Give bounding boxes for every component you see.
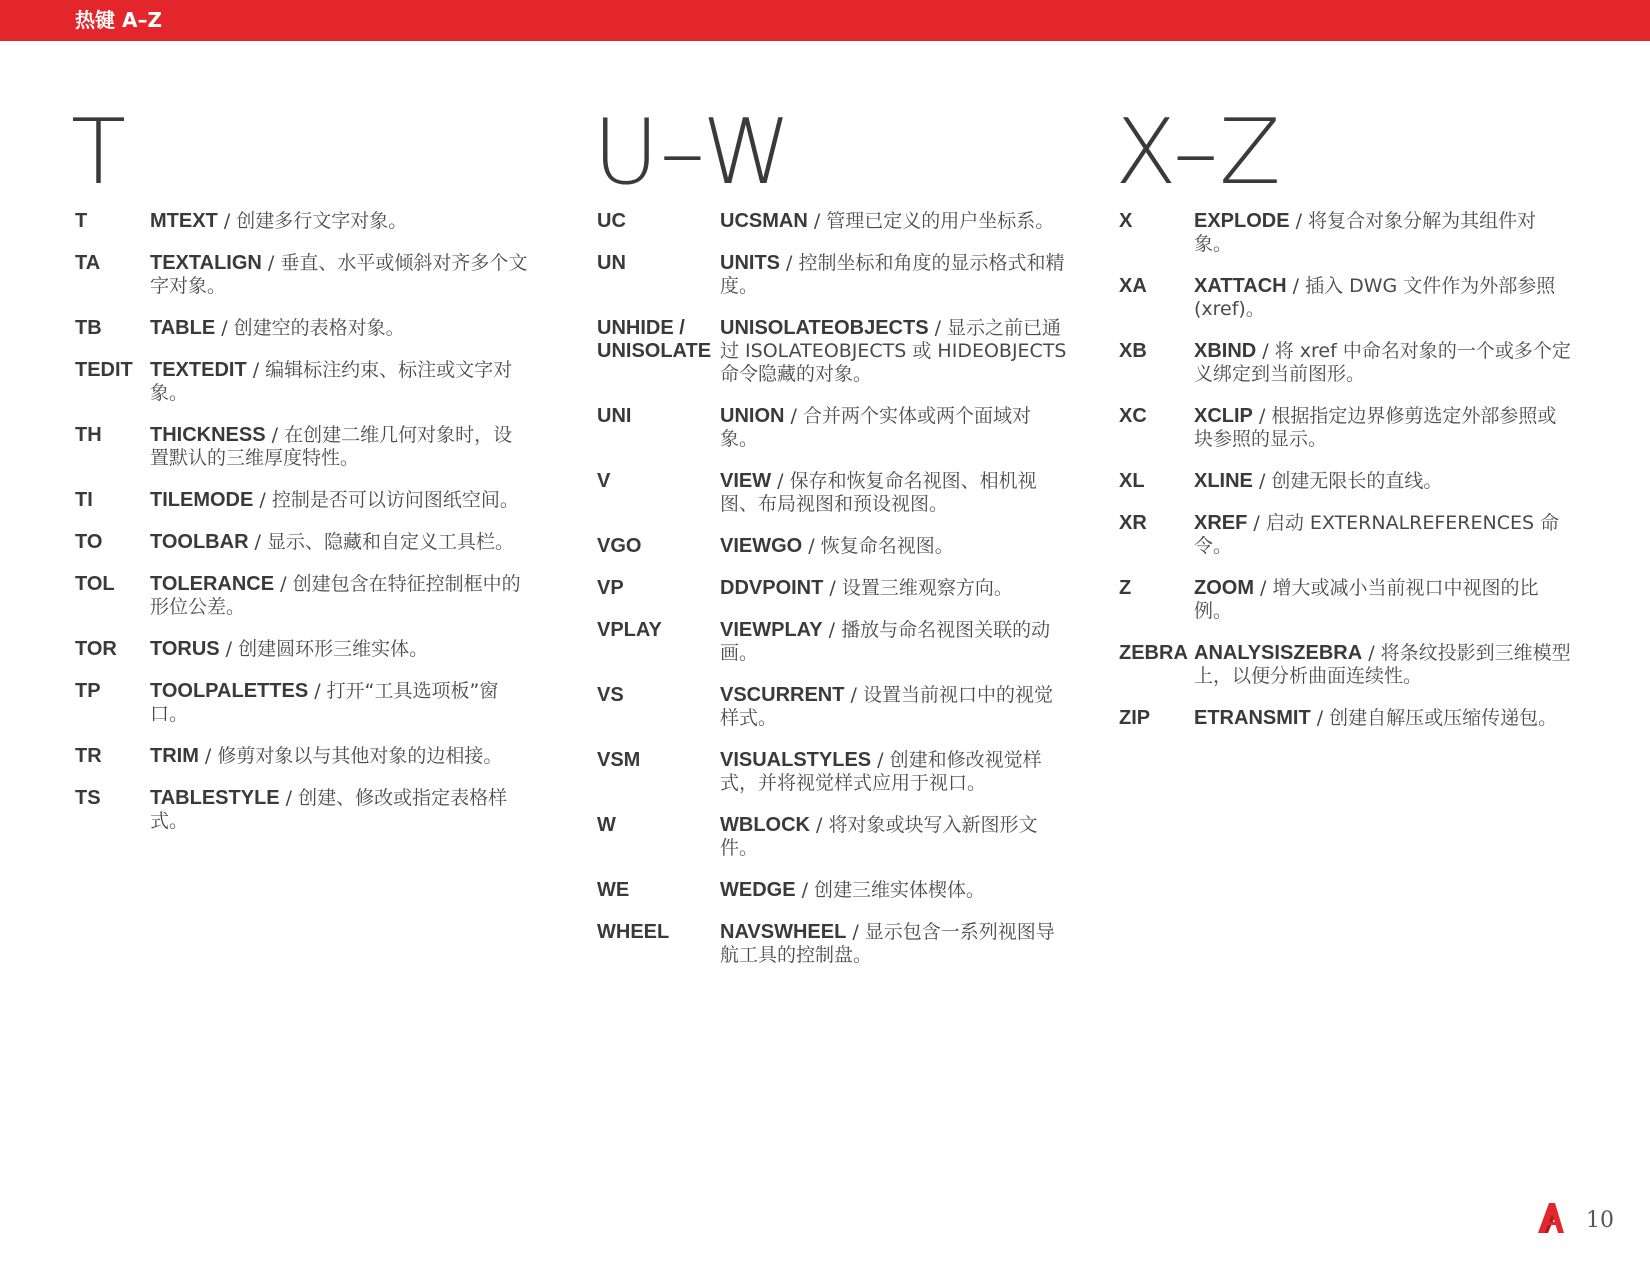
- shortcut-description: [1194, 470, 1574, 493]
- shortcut-description: [720, 921, 1067, 967]
- command-name: VISUALSTYLES: [720, 749, 872, 771]
- description-text: 增大或减小当前视口中视图的比例。: [1194, 577, 1539, 622]
- shortcut-description: [150, 317, 530, 340]
- shortcut-entry: [597, 252, 1067, 298]
- separator: /: [279, 787, 299, 809]
- command-name: ETRANSMIT: [1194, 707, 1311, 729]
- column-x-z: [1115, 100, 1589, 749]
- command-name: UNITS: [720, 252, 780, 274]
- description-text: 修剪对象以与其他对象的边相接。: [217, 745, 503, 767]
- shortcut-entry: [597, 470, 1067, 516]
- entry-list: [1119, 210, 1589, 730]
- shortcut-description: [150, 424, 530, 470]
- shortcut-entry: [597, 619, 1067, 665]
- command-name: EXPLODE: [1194, 210, 1290, 232]
- shortcut-entry: [75, 359, 545, 405]
- description-text: 设置三维观察方向。: [841, 577, 1013, 599]
- command-name: UCSMAN: [720, 210, 808, 232]
- shortcut-key: UC: [597, 210, 626, 232]
- shortcut-entry: [1119, 210, 1589, 256]
- shortcut-description: [720, 470, 1067, 516]
- shortcut-description: [150, 787, 530, 833]
- shortcut-key: TB: [75, 317, 102, 339]
- header-title: 热键 A–Z: [75, 8, 162, 32]
- separator: /: [771, 470, 790, 492]
- description-text: 创建三维实体楔体。: [814, 879, 986, 901]
- column-heading: X–Z: [1115, 100, 1282, 205]
- shortcut-entry: [597, 814, 1067, 860]
- command-name: TRIM: [150, 745, 199, 767]
- description-text: 控制是否可以访问图纸空间。: [271, 489, 519, 511]
- shortcut-entry: [597, 405, 1067, 451]
- shortcut-key: XA: [1119, 275, 1147, 297]
- shortcut-key: W: [597, 814, 616, 836]
- shortcut-entry: [597, 577, 1067, 600]
- separator: /: [809, 814, 829, 836]
- shortcut-entry: [1119, 340, 1589, 386]
- description-text: 创建空的表格对象。: [233, 317, 405, 339]
- command-name: XREF: [1194, 512, 1248, 534]
- column-heading: T: [71, 100, 127, 205]
- command-name: XBIND: [1194, 340, 1257, 362]
- shortcut-description: [150, 359, 530, 405]
- description-text: 设置当前视口中的视觉样式。: [720, 684, 1053, 729]
- shortcut-key: TOR: [75, 638, 117, 660]
- shortcut-description: [150, 210, 530, 233]
- separator: /: [822, 619, 842, 641]
- shortcut-key: TR: [75, 745, 102, 767]
- shortcut-description: [720, 814, 1067, 860]
- command-name: MTEXT: [150, 210, 218, 232]
- description-text: 垂直、水平或倾斜对齐多个文字对象。: [150, 252, 528, 297]
- command-name: THICKNESS: [150, 424, 266, 446]
- shortcut-entry: [597, 210, 1067, 233]
- shortcut-entry: [75, 680, 545, 726]
- description-text: 打开“工具选项板”窗口。: [150, 680, 499, 725]
- separator: /: [780, 252, 799, 274]
- separator: /: [795, 879, 815, 901]
- shortcut-key: T: [75, 210, 88, 232]
- shortcut-entry: [75, 252, 545, 298]
- separator: /: [261, 252, 281, 274]
- separator: /: [846, 921, 865, 943]
- separator: /: [1252, 470, 1272, 492]
- description-text: 创建、修改或指定表格样式。: [150, 787, 508, 832]
- shortcut-entry: [75, 787, 545, 833]
- shortcut-entry: [75, 531, 545, 554]
- shortcut-key: TEDIT: [75, 359, 133, 381]
- command-name: XATTACH: [1194, 275, 1287, 297]
- shortcut-entry: [597, 535, 1067, 558]
- entry-list: [75, 210, 545, 833]
- shortcut-key: TI: [75, 489, 93, 511]
- command-name: TILEMODE: [150, 489, 254, 511]
- separator: /: [928, 317, 948, 339]
- shortcut-description: [150, 573, 530, 619]
- shortcut-entry: [1119, 275, 1589, 321]
- header-bar: [0, 0, 1650, 41]
- separator: /: [217, 210, 237, 232]
- description-text: 合并两个实体或两个面域对象。: [720, 405, 1031, 450]
- separator: /: [802, 535, 821, 557]
- separator: /: [1310, 707, 1330, 729]
- command-name: TEXTEDIT: [150, 359, 247, 381]
- shortcut-description: [150, 252, 530, 298]
- description-text: 显示之前已通过 ISOLATEOBJECTS 或 HIDEOBJECTS 命令隐藏的对象。: [720, 317, 1067, 385]
- shortcut-key: UNHIDE / UNISOLATE: [597, 317, 712, 362]
- shortcut-entry: [75, 210, 545, 233]
- command-name: TEXTALIGN: [150, 252, 262, 274]
- command-name: ANALYSISZEBRA: [1194, 642, 1363, 664]
- separator: /: [215, 317, 234, 339]
- description-text: 创建无限长的直线。: [1271, 470, 1443, 492]
- command-name: XLINE: [1194, 470, 1253, 492]
- shortcut-key: UN: [597, 252, 626, 274]
- description-text: 编辑标注约束、标注或文字对象。: [150, 359, 513, 404]
- shortcut-description: [720, 684, 1067, 730]
- shortcut-description: [1194, 642, 1574, 688]
- separator: /: [1362, 642, 1381, 664]
- separator: /: [198, 745, 218, 767]
- shortcut-key: XR: [1119, 512, 1147, 534]
- shortcut-key: WHEEL: [597, 921, 670, 943]
- shortcut-description: [1194, 405, 1574, 451]
- shortcut-description: [150, 531, 530, 554]
- shortcut-description: [150, 489, 530, 512]
- shortcut-description: [1194, 340, 1574, 386]
- shortcut-description: [1194, 512, 1574, 558]
- shortcut-key: V: [597, 470, 611, 492]
- separator: /: [871, 749, 890, 771]
- shortcut-key: ZIP: [1119, 707, 1151, 729]
- command-name: VIEWPLAY: [720, 619, 823, 641]
- separator: /: [807, 210, 827, 232]
- shortcut-key: VSM: [597, 749, 641, 771]
- shortcut-entry: [75, 573, 545, 619]
- description-text: 保存和恢复命名视图、相机视图、布局视图和预设视图。: [720, 470, 1037, 515]
- shortcut-entry: [597, 921, 1067, 967]
- shortcut-key: UNI: [597, 405, 632, 427]
- shortcut-entry: [75, 745, 545, 768]
- separator: /: [246, 359, 266, 381]
- shortcut-description: [720, 210, 1067, 233]
- shortcut-key: TA: [75, 252, 101, 274]
- description-text: 将条纹投影到三维模型上，以便分析曲面连续性。: [1194, 642, 1571, 687]
- shortcut-entry: [1119, 512, 1589, 558]
- shortcut-key: TS: [75, 787, 101, 809]
- shortcut-key: XL: [1119, 470, 1145, 492]
- command-name: TOLERANCE: [150, 573, 275, 595]
- shortcut-entry: [597, 749, 1067, 795]
- command-name: NAVSWHEEL: [720, 921, 847, 943]
- shortcut-entry: [1119, 577, 1589, 623]
- command-name: VIEWGO: [720, 535, 803, 557]
- description-text: 创建和修改视觉样式，并将视觉样式应用于视口。: [720, 749, 1042, 794]
- shortcut-description: [720, 577, 1067, 600]
- description-text: 将复合对象分解为其组件对象。: [1194, 210, 1537, 255]
- command-name: TORUS: [150, 638, 220, 660]
- command-name: TOOLBAR: [150, 531, 249, 553]
- separator: /: [823, 577, 842, 599]
- shortcut-description: [720, 535, 1067, 558]
- command-name: UNION: [720, 405, 785, 427]
- description-text: 启动 EXTERNALREFERENCES 命令。: [1194, 512, 1560, 557]
- shortcut-description: [1194, 210, 1574, 256]
- description-text: 控制坐标和角度的显示格式和精度。: [720, 252, 1065, 297]
- separator: /: [1256, 340, 1275, 362]
- shortcut-key: TP: [75, 680, 101, 702]
- separator: /: [1254, 577, 1273, 599]
- command-name: ZOOM: [1194, 577, 1254, 599]
- separator: /: [1289, 210, 1309, 232]
- shortcut-key: VPLAY: [597, 619, 662, 641]
- separator: /: [784, 405, 803, 427]
- description-text: 创建圆环形三维实体。: [238, 638, 429, 660]
- description-text: 恢复命名视图。: [820, 535, 954, 557]
- shortcut-key: VP: [597, 577, 624, 599]
- shortcut-entry: [75, 638, 545, 661]
- separator: /: [1247, 512, 1266, 534]
- separator: /: [1252, 405, 1272, 427]
- description-text: 管理已定义的用户坐标系。: [826, 210, 1055, 232]
- shortcut-key: VS: [597, 684, 624, 706]
- shortcut-description: [720, 405, 1067, 451]
- shortcut-key: XC: [1119, 405, 1147, 427]
- shortcut-description: [1194, 577, 1574, 623]
- shortcut-key: Z: [1119, 577, 1132, 599]
- description-text: 将对象或块写入新图形文件。: [720, 814, 1038, 859]
- shortcut-entry: [1119, 405, 1589, 451]
- description-text: 显示包含一系列视图导航工具的控制盘。: [720, 921, 1055, 966]
- column-u-w: [593, 100, 1067, 986]
- separator: /: [1286, 275, 1306, 297]
- command-name: WBLOCK: [720, 814, 810, 836]
- shortcut-description: [720, 749, 1067, 795]
- shortcut-key: X: [1119, 210, 1133, 232]
- shortcut-key: VGO: [597, 535, 642, 557]
- separator: /: [248, 531, 267, 553]
- shortcut-key: TOL: [75, 573, 115, 595]
- shortcut-description: [720, 252, 1067, 298]
- page-number: 10: [1586, 1208, 1614, 1233]
- command-name: TABLE: [150, 317, 216, 339]
- description-text: 创建包含在特征控制框中的形位公差。: [150, 573, 521, 618]
- command-name: DDVPOINT: [720, 577, 824, 599]
- description-text: 将 xref 中命名对象的一个或多个定义绑定到当前图形。: [1194, 340, 1571, 385]
- shortcut-description: [1194, 275, 1574, 321]
- shortcut-description: [720, 317, 1067, 386]
- shortcut-key: WE: [597, 879, 630, 901]
- description-text: 在创建二维几何对象时，设置默认的三维厚度特性。: [150, 424, 513, 469]
- separator: /: [253, 489, 272, 511]
- description-text: 显示、隐藏和自定义工具栏。: [267, 531, 515, 553]
- shortcut-description: [720, 879, 1067, 902]
- shortcut-entry: [597, 317, 1067, 386]
- separator: /: [274, 573, 293, 595]
- description-text: 根据指定边界修剪选定外部参照或块参照的显示。: [1194, 405, 1557, 450]
- command-name: WEDGE: [720, 879, 796, 901]
- command-name: XCLIP: [1194, 405, 1253, 427]
- shortcut-entry: [1119, 470, 1589, 493]
- column-t: [71, 100, 545, 852]
- shortcut-entry: [597, 879, 1067, 902]
- command-name: TABLESTYLE: [150, 787, 280, 809]
- separator: /: [308, 680, 327, 702]
- command-name: VSCURRENT: [720, 684, 845, 706]
- command-name: TOOLPALETTES: [150, 680, 309, 702]
- description-text: 创建多行文字对象。: [236, 210, 408, 232]
- command-name: UNISOLATEOBJECTS: [720, 317, 929, 339]
- shortcut-entry: [1119, 642, 1589, 688]
- shortcut-entry: [597, 684, 1067, 730]
- shortcut-entry: [75, 317, 545, 340]
- description-text: 插入 DWG 文件作为外部参照 (xref)。: [1194, 275, 1556, 320]
- shortcut-description: [150, 680, 530, 726]
- shortcut-description: [150, 745, 530, 768]
- shortcut-description: [720, 619, 1067, 665]
- shortcut-entry: [1119, 707, 1589, 730]
- shortcut-key: ZEBRA: [1119, 642, 1188, 664]
- shortcut-key: TH: [75, 424, 102, 446]
- separator: /: [219, 638, 239, 660]
- command-name: VIEW: [720, 470, 772, 492]
- entry-list: [597, 210, 1067, 967]
- separator: /: [265, 424, 285, 446]
- description-text: 创建自解压或压缩传递包。: [1329, 707, 1558, 729]
- shortcut-description: [150, 638, 530, 661]
- shortcut-description: [1194, 707, 1574, 730]
- shortcut-key: TO: [75, 531, 103, 553]
- shortcut-entry: [75, 424, 545, 470]
- autodesk-logo-icon: [1538, 1203, 1564, 1233]
- shortcut-key: XB: [1119, 340, 1147, 362]
- description-text: 播放与命名视图关联的动画。: [720, 619, 1051, 664]
- column-heading: U–W: [593, 100, 793, 205]
- separator: /: [844, 684, 863, 706]
- shortcut-entry: [75, 489, 545, 512]
